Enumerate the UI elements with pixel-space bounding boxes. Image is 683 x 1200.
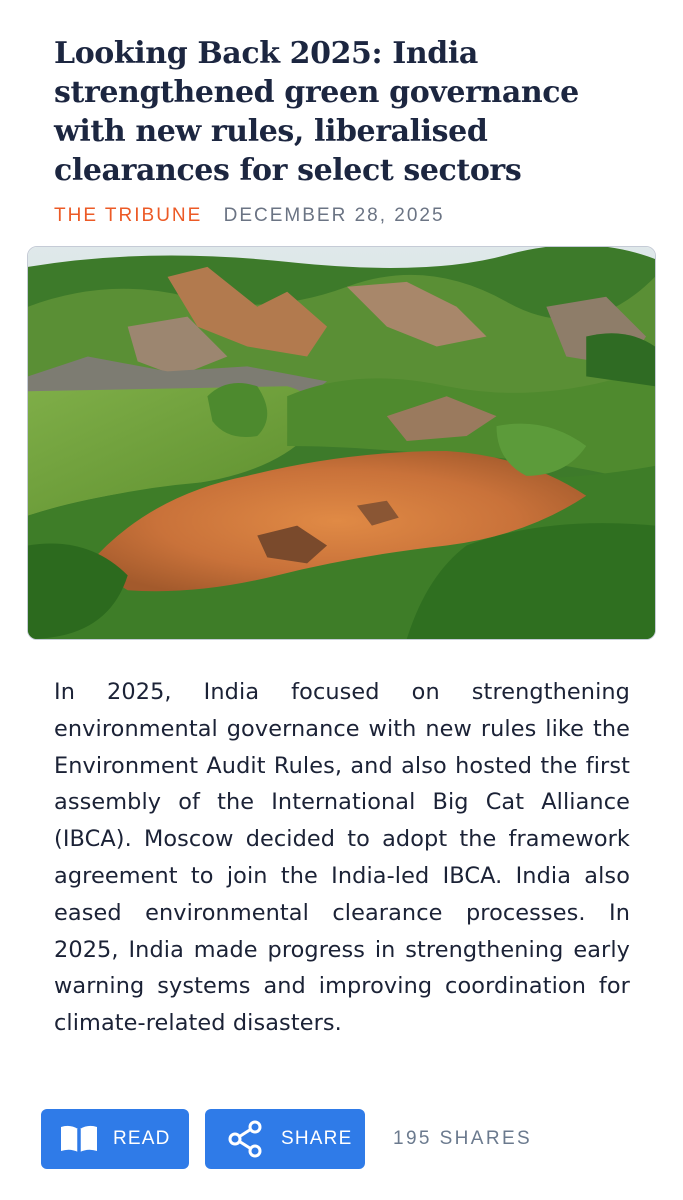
share-button[interactable] bbox=[205, 1109, 365, 1169]
share-button-label: SHARE bbox=[281, 1128, 353, 1149]
article-meta bbox=[54, 205, 445, 227]
share-count: 195 SHARES bbox=[393, 1128, 533, 1149]
share-icon bbox=[223, 1117, 267, 1161]
landscape-photo bbox=[28, 247, 655, 639]
article-image[interactable] bbox=[27, 246, 656, 640]
publish-date: DECEMBER 28, 2025 bbox=[223, 205, 445, 226]
open-book-icon bbox=[57, 1117, 101, 1161]
source-name[interactable]: THE TRIBUNE bbox=[54, 205, 203, 226]
article-summary: In 2025, India focused on strengthening environmental governance with new rules like the Environment Audit Rules, and also hosted the first assembly of the International Big Cat Alliance (IBCA). Moscow decided to adopt the framework agreement to join the India-led IBCA. India also eased environmental clearance processes. In 2025, India made progress in strengthening early warning systems and improving coordination for climate-related disasters. bbox=[54, 679, 630, 1037]
read-button[interactable] bbox=[41, 1109, 189, 1169]
article-headline[interactable]: Looking Back 2025: India strengthened green governance with new rules, liberalised clearances for select sectors bbox=[54, 36, 579, 188]
read-button-label: READ bbox=[113, 1128, 171, 1149]
